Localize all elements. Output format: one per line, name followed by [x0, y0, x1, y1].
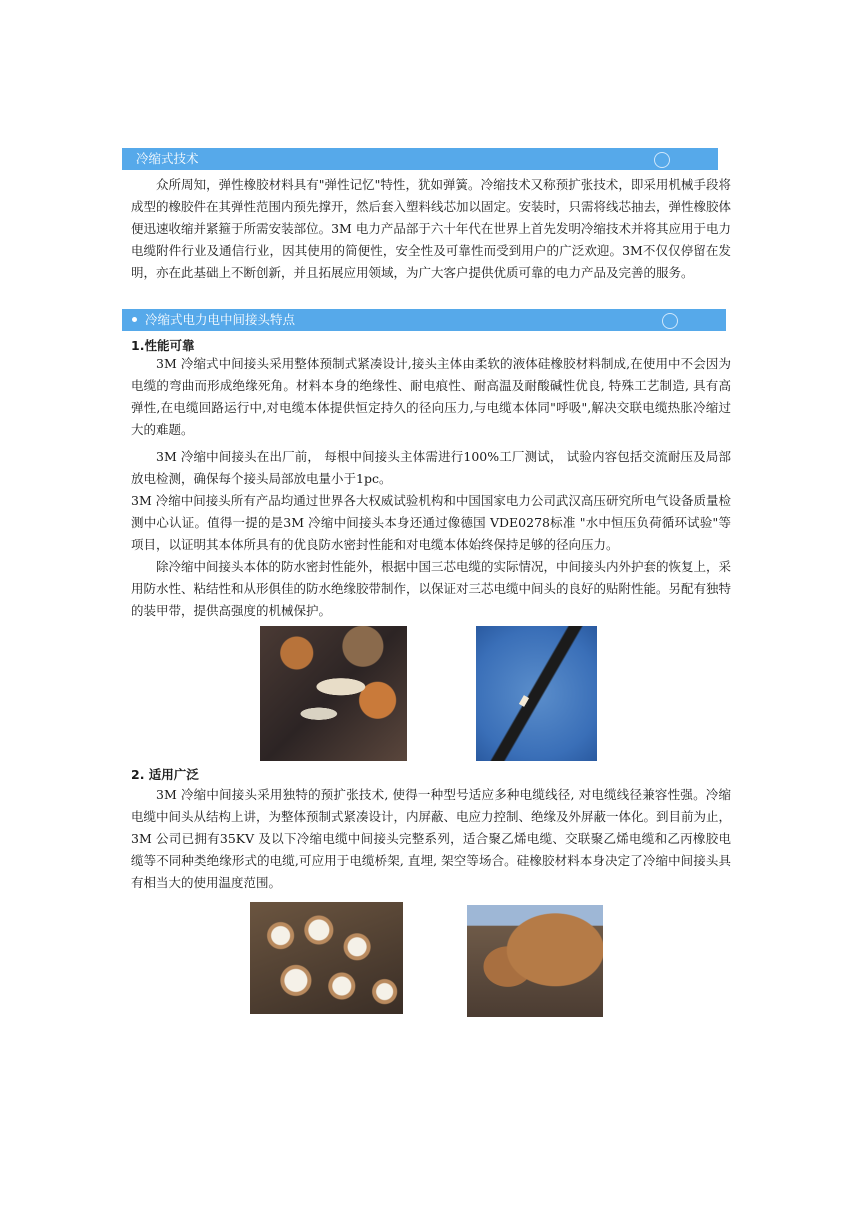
paragraph-reliable-3: 3M 冷缩中间接头所有产品均通过世界各大权威试验机构和中国国家电力公司武汉高压研究所电气设备质量检测中心认证。值得一提的是3M 冷缩中间接头本身还通过像德国 VDE0278标准 "水中恒压负荷循环试验"等项目，以证明其本体所具有的优良防水密封性能和对电缆本体始终保持足够的径向压力。 — [131, 493, 731, 552]
intro-paragraph: 众所周知，弹性橡胶材料具有"弹性记忆"特性，犹如弹簧。冷缩技术又称预扩张技术，即采用机械手段将成型的橡胶件在其弹性范围内预先撑开，然后套入塑料线芯加以固定。安装时，只需将线芯抽去，弹性橡胶体便迅速收缩并紧箍于所需安装部位。3M 电力产品部于六十年代在世界上首先发明冷缩技术并将其应用于电力电缆附件行业及通信行业，因其使用的简便性，安全性及可靠性而受到用户的广泛欢迎。3M不仅仅停留在发明，亦在此基础上不断创新，并且拓展应用领域，为广大客户提供优质可靠的电力产品及完善的服务。 — [131, 177, 732, 280]
installation-site-photo — [467, 905, 603, 1017]
paragraph-wide-use: 3M 冷缩中间接头采用独特的预扩张技术, 使得一种型号适应多种电缆线径, 对电缆线径兼容性强。冷缩电缆中间头从结构上讲，为整体预制式紧凑设计，内屏蔽、电应力控制、绝缘及外屏蔽一体化。到目前为止，3M 公司已拥有35KV 及以下冷缩电缆中间接头完整系列，适合聚乙烯电缆、交联聚乙烯电缆和乙丙橡胶电缆等不同种类绝缘形式的电缆,可应用于电缆桥架, 直埋, 架空等场合。硅橡胶材料本身决定了冷缩中间接头具有相当大的使用温度范围。 — [131, 787, 732, 890]
circle-decoration-icon — [654, 152, 670, 168]
cable-cross-section-photo — [250, 902, 403, 1014]
paragraph-reliable-2: 3M 冷缩中间接头在出厂前， 每根中间接头主体需进行100%工厂测试， 试验内容包括交流耐压及局部放电检测，确保每个接头局部放电量小于1pc。 — [131, 449, 731, 486]
paragraph-reliable-1: 3M 冷缩式中间接头采用整体预制式紧凑设计,接头主体由柔软的液体硅橡胶材料制成,在使用中不会因为电缆的弯曲而形成绝缘死角。材料本身的绝缘性、耐电痕性、耐高温及耐酸碱性优良, 特殊工艺制造, 具有高弹性,在电缆回路运行中,对电缆本体提供恒定持久的径向压力,与电缆本体同"呼吸",解决交联电缆热胀冷缩过大的难题。 — [131, 356, 731, 437]
cable-on-blue-photo — [476, 626, 597, 761]
section-title-bar-joint-features — [122, 309, 726, 331]
section-title-bar-cold-shrink-tech — [122, 148, 718, 170]
circle-decoration-icon — [662, 313, 678, 329]
subheading-reliable: 1.性能可靠 — [131, 338, 195, 353]
paragraph-reliable-4: 除冷缩中间接头本体的防水密封性能外，根据中国三芯电缆的实际情况，中间接头内外护套的恢复上，采用防水性、粘结性和从形俱佳的防水绝缘胶带制作，以保证对三芯电缆中间头的良好的贴附性能。另配有独特的装甲带，提供高强度的机械保护。 — [131, 559, 732, 618]
subheading-wide-use: 2. 适用广泛 — [131, 767, 199, 782]
section-title: 冷缩式技术 — [136, 151, 199, 166]
section-title: 冷缩式电力电中间接头特点 — [145, 312, 296, 327]
bullet-icon — [132, 317, 137, 322]
cable-joint-photo — [260, 626, 407, 761]
